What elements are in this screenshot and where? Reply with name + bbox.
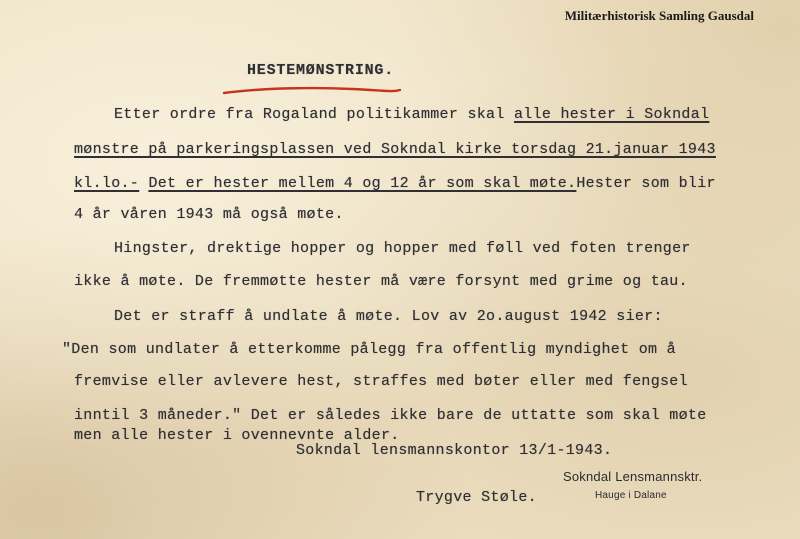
- office-stamp-line1: Sokndal Lensmannsktr.: [563, 469, 703, 484]
- office-stamp-line2: Hauge i Dalane: [595, 490, 667, 501]
- paragraph3-line1: Det er straff å undlate å møte. Lov av 2o.august 1942 sier:: [114, 308, 663, 325]
- p1-line3-underlined: kl.lo.-: [74, 175, 140, 192]
- p1-line1-underlined: alle hester i Sokndal: [513, 106, 710, 123]
- signature-name: Trygve Støle.: [416, 489, 537, 506]
- p1-line1-text: Etter ordre fra Rogaland politikammer skal: [114, 106, 514, 123]
- paragraph1-line4: 4 år våren 1943 må også møte.: [74, 206, 344, 223]
- paragraph1-line2: mønstre på parkeringsplassen ved Sokndal kirke torsdag 21.januar 1943: [74, 141, 716, 158]
- paragraph3-line5: men alle hester i ovennevnte alder.: [74, 427, 400, 444]
- paragraph3-line3: fremvise eller avlevere hest, straffes med bøter eller med fengsel: [74, 373, 688, 390]
- paragraph3-line4: inntil 3 måneder." Det er således ikke bare de uttatte som skal møte: [74, 407, 707, 424]
- p1-line3-insert: Hester som blir: [576, 175, 716, 192]
- collection-watermark: Militærhistorisk Samling Gausdal: [564, 8, 754, 23]
- p1-line3-text: Det er hester mellem 4 og 12 år som skal møte.: [148, 175, 577, 192]
- office-date-line: Sokndal lensmannskontor 13/1-1943.: [296, 442, 613, 459]
- paragraph3-line2: "Den som undlater å etterkomme pålegg fra offentlig myndighet om å: [62, 341, 676, 358]
- document-heading: HESTEMØNSTRING.: [247, 62, 395, 79]
- paragraph2-line1: Hingster, drektige hopper og hopper med føll ved foten trenger: [114, 240, 691, 257]
- paragraph2-line2: ikke å møte. De fremmøtte hester må være forsynt med grime og tau.: [74, 273, 688, 290]
- paragraph1-line3: [74, 175, 716, 192]
- red-pencil-underline: [222, 84, 402, 98]
- paragraph1-line1: [114, 106, 709, 123]
